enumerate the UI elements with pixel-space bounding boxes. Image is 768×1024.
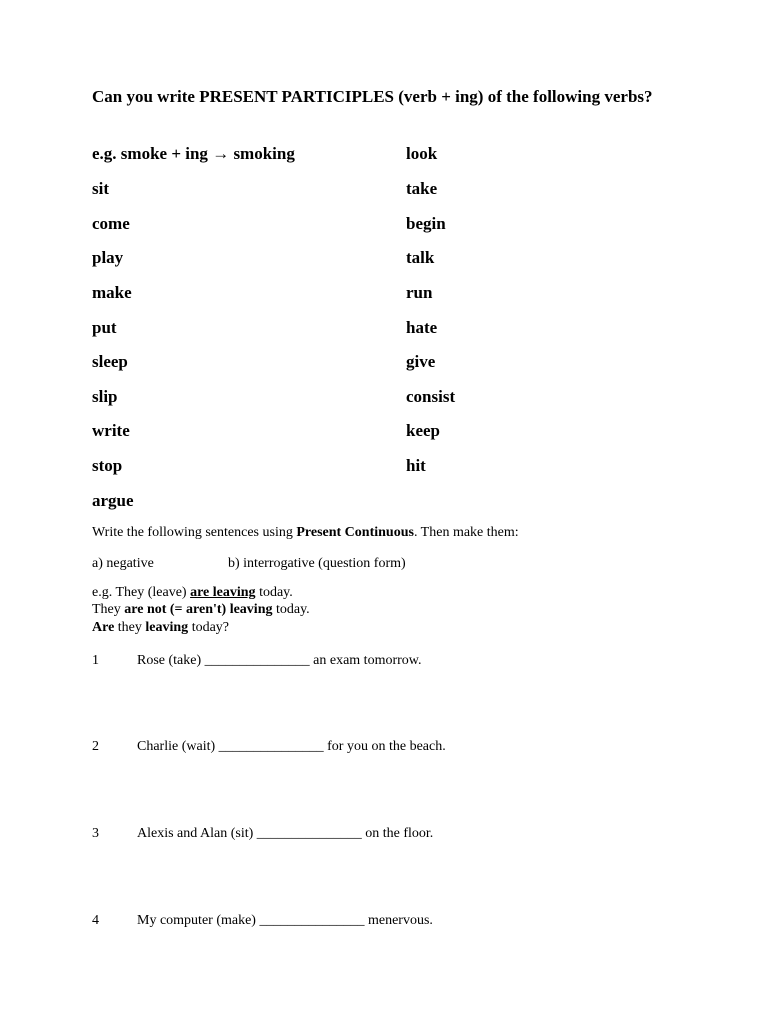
ex1-post: today.	[255, 585, 293, 600]
instructions	[92, 524, 519, 542]
exercise-number: 4	[92, 913, 99, 928]
exercise-sentence: My computer (make) _______________ menervous.	[137, 913, 433, 928]
form-a: a) negative	[92, 556, 154, 571]
example-prefix: e.g. smoke + ing	[92, 144, 213, 163]
verb-left-10: argue	[92, 491, 134, 510]
example-line	[92, 144, 295, 164]
verb-left-1: sit	[92, 179, 109, 198]
verb-right-6: hate	[406, 318, 438, 337]
exercise-sentence: Alexis and Alan (sit) _______________ on the floor.	[137, 826, 434, 841]
exercise-sentence: Charlie (wait) _______________ for you on the beach.	[137, 739, 446, 754]
form-b: b) interrogative (question form)	[228, 556, 406, 571]
ex1-bold: are leaving	[190, 585, 256, 600]
ex3-bold2: leaving	[145, 620, 189, 635]
verb-right-1: look	[406, 144, 438, 163]
verb-right-3: begin	[406, 214, 446, 233]
verb-right-9: keep	[406, 421, 440, 440]
instructions-post: . Then make them:	[413, 525, 519, 540]
exercise-number: 1	[92, 653, 99, 668]
verb-right-5: run	[406, 283, 433, 302]
verb-left-7: slip	[92, 387, 118, 406]
example-sentence-3	[92, 619, 229, 637]
arrow-icon: →	[212, 144, 230, 163]
verb-left-4: make	[92, 283, 132, 302]
verb-right-8: consist	[406, 387, 456, 406]
exercise-sentence: Rose (take) _______________ an exam tomorrow.	[137, 653, 422, 668]
instructions-pre: Write the following sentences using	[92, 525, 297, 540]
ex2-bold: are not (= aren't) leaving	[124, 602, 273, 617]
example-sentence-2	[92, 601, 310, 619]
verb-left-2: come	[92, 214, 130, 233]
verb-left-9: stop	[92, 456, 123, 475]
ex3-mid: they	[114, 620, 146, 635]
verb-left-3: play	[92, 248, 124, 267]
ex1-pre: e.g. They (leave)	[92, 585, 191, 600]
verb-right-2: take	[406, 179, 438, 198]
example-sentence-1	[92, 584, 293, 602]
ex2-post: today.	[272, 602, 310, 617]
exercise-number: 3	[92, 826, 99, 841]
exercise-number: 2	[92, 739, 99, 754]
verb-right-10: hit	[406, 456, 426, 475]
worksheet-title: Can you write PRESENT PARTICIPLES (verb + ing) of the following verbs?	[92, 87, 653, 106]
example-result: smoking	[229, 144, 295, 163]
verb-left-8: write	[92, 421, 130, 440]
verb-left-5: put	[92, 318, 117, 337]
verb-left-6: sleep	[92, 352, 128, 371]
ex3-bold1: Are	[92, 620, 115, 635]
ex3-post: today?	[188, 620, 230, 635]
instructions-bold: Present Continuous	[296, 525, 414, 540]
verb-right-7: give	[406, 352, 436, 371]
ex2-pre: They	[92, 602, 125, 617]
verb-right-4: talk	[406, 248, 435, 267]
